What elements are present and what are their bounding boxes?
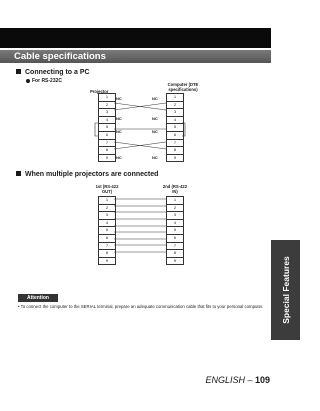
rs232c-pin: 1 xyxy=(167,94,183,102)
attention-bullet: • To connect the computer to the SERIAL terminal, prepare an adequate communication cable that fits to your personal computer. xyxy=(18,304,264,309)
square-bullet-icon xyxy=(16,171,21,176)
multi-pin: 7 xyxy=(167,243,183,251)
top-bar xyxy=(0,28,271,48)
rs232c-pin: 9 xyxy=(167,155,183,163)
rs232c-pin: 5 xyxy=(167,124,183,132)
first-projector-label: 1st (RS-422 OUT) xyxy=(95,184,119,195)
multi-pin: 5 xyxy=(99,227,115,235)
multi-pin: 8 xyxy=(99,250,115,258)
multi-pin: 1 xyxy=(99,197,115,205)
rs232c-pin: 4 xyxy=(99,117,115,125)
first-pin-column xyxy=(98,196,116,265)
section-header xyxy=(0,50,271,63)
square-bullet-icon xyxy=(16,69,21,74)
footer-separator: – xyxy=(244,375,255,385)
rs232c-pin: 6 xyxy=(167,132,183,140)
computer-pin-column xyxy=(166,93,184,162)
multi-pin: 8 xyxy=(167,250,183,258)
rs232c-pin: 3 xyxy=(99,109,115,117)
multi-pin: 2 xyxy=(167,205,183,213)
section-title: Cable specifications xyxy=(14,51,106,62)
circle-bullet-icon xyxy=(26,79,30,83)
footer-page-number: 109 xyxy=(254,375,270,385)
nc-label: NC xyxy=(116,96,122,101)
rs232c-pin: 7 xyxy=(167,140,183,148)
rs232c-pin: 1 xyxy=(99,94,115,102)
multi-pin: 5 xyxy=(167,227,183,235)
rs232c-pin: 8 xyxy=(167,147,183,155)
nc-label: NC xyxy=(152,155,158,160)
rs232c-pin: 2 xyxy=(167,102,183,110)
second-projector-label: 2nd (RS-422 IN) xyxy=(162,184,188,195)
multi-pin: 9 xyxy=(167,258,183,266)
nc-label: NC xyxy=(116,116,122,121)
rs232c-pin: 6 xyxy=(99,132,115,140)
nc-label: NC xyxy=(116,155,122,160)
multi-pin: 1 xyxy=(167,197,183,205)
computer-label: Computer (DTE specifications) xyxy=(167,82,199,93)
page-footer xyxy=(205,375,270,385)
side-tab xyxy=(271,240,300,340)
multi-pin: 2 xyxy=(99,205,115,213)
side-tab-label: Special Features xyxy=(280,256,291,324)
multi-pin: 7 xyxy=(99,243,115,251)
heading-connecting-to-pc: Connecting to a PC xyxy=(16,68,90,77)
subheading-rs232c: For RS-232C xyxy=(26,78,62,85)
multi-pin: 4 xyxy=(99,220,115,228)
nc-label: NC xyxy=(152,96,158,101)
multi-pin: 3 xyxy=(99,212,115,220)
multi-pin: 3 xyxy=(167,212,183,220)
multi-pin: 4 xyxy=(167,220,183,228)
nc-label: NC xyxy=(116,129,122,134)
nc-label: NC xyxy=(152,129,158,134)
wire-8-7 xyxy=(114,142,166,149)
multi-pin: 6 xyxy=(99,235,115,243)
projector-pin-column xyxy=(98,93,116,162)
rs232c-pin: 9 xyxy=(99,155,115,163)
rs232c-pin: 2 xyxy=(99,102,115,110)
multi-pin: 6 xyxy=(167,235,183,243)
wire-2-3 xyxy=(114,103,166,110)
projector-label: Projector xyxy=(90,89,109,94)
second-pin-column xyxy=(166,196,184,265)
rs232c-pin: 4 xyxy=(167,117,183,125)
multi-pin: 9 xyxy=(99,258,115,266)
heading-multiple-projectors: When multiple projectors are connected xyxy=(16,170,158,179)
rs232c-pin: 3 xyxy=(167,109,183,117)
nc-label: NC xyxy=(152,116,158,121)
rs232c-pin: 8 xyxy=(99,147,115,155)
rs232c-pin: 5 xyxy=(99,124,115,132)
footer-language: ENGLISH xyxy=(205,375,245,385)
wire-3-2 xyxy=(114,103,166,110)
wire-7-8 xyxy=(114,142,166,149)
attention-label: Attention xyxy=(18,294,58,302)
rs232c-pin: 7 xyxy=(99,140,115,148)
